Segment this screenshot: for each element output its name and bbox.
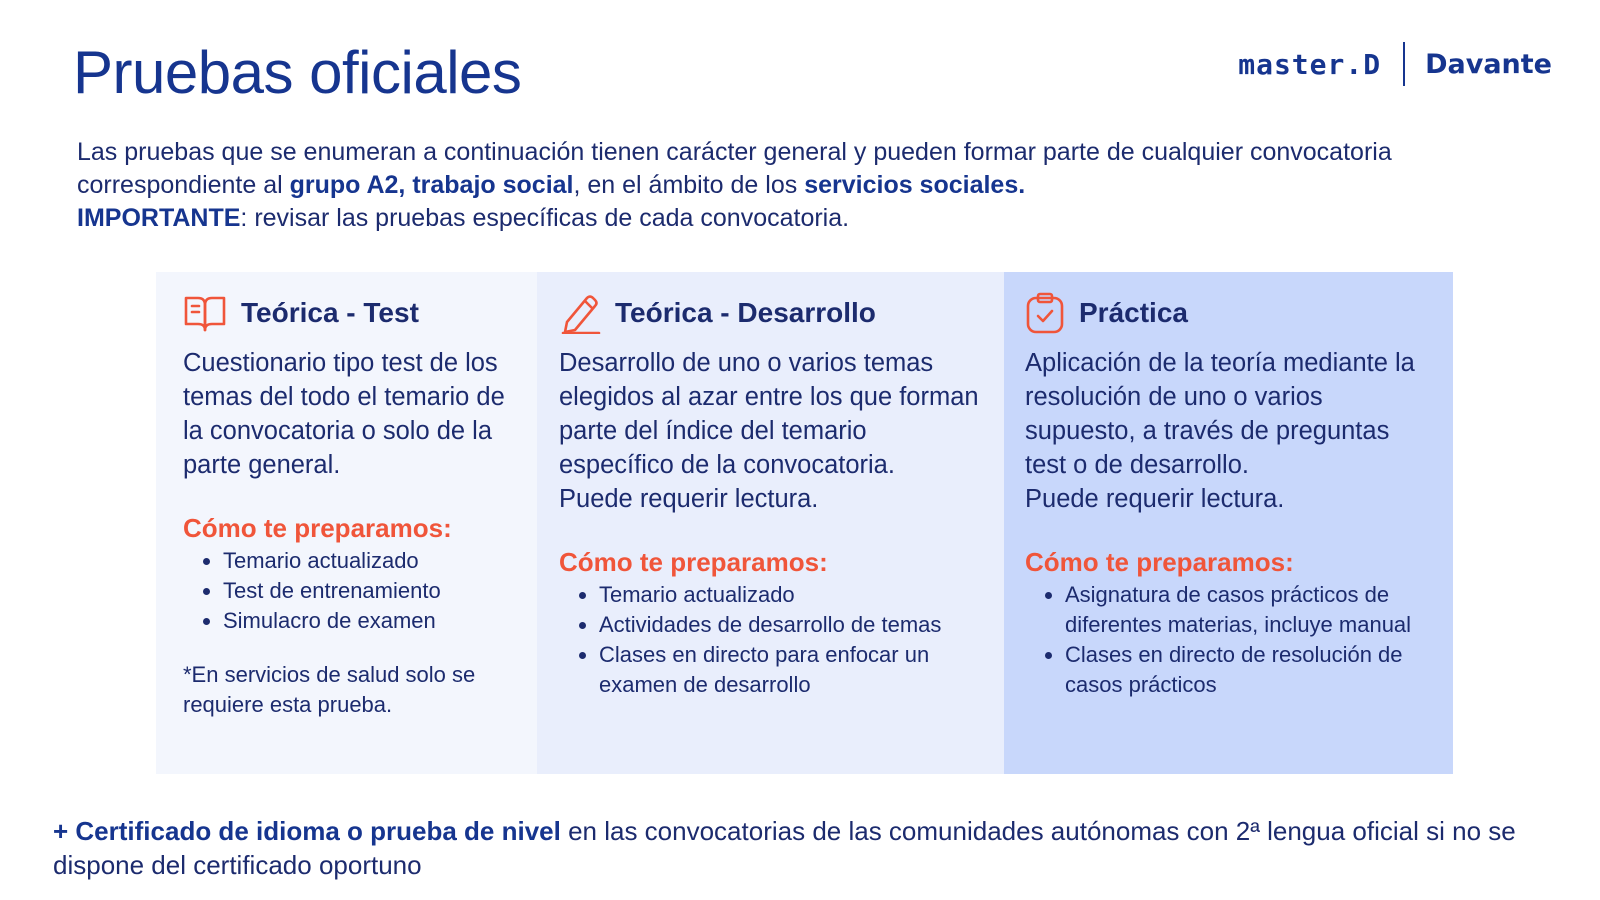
panel-note: *En servicios de salud solo se requiere esta prueba. xyxy=(183,662,476,717)
list-item: • Simulacro de examen xyxy=(223,606,515,636)
footer-note xyxy=(53,814,1553,882)
prep-heading: Cómo te preparamos: xyxy=(183,513,452,543)
pencil-icon xyxy=(559,292,601,334)
panel-teorica-desarrollo xyxy=(537,272,1004,774)
panel-header xyxy=(559,290,982,336)
panel-description: Aplicación de la teoría mediante la resolución de uno o varios supuesto, a través de preguntas test o de desarrollo. xyxy=(1025,349,1415,479)
intro-important: IMPORTANTE: revisar las pruebas específicas de cada convocatoria. xyxy=(77,204,850,232)
prep-list xyxy=(183,546,515,636)
panel-description: Desarrollo de uno o varios temas elegidos al azar entre los que forman parte del índice del temario específico de la convocatoria. xyxy=(559,349,979,479)
panel-practica xyxy=(1004,272,1453,774)
davante-logo: Davante xyxy=(1425,48,1552,80)
intro-text xyxy=(77,136,1557,235)
panel-teorica-test xyxy=(156,272,537,774)
page-title: Pruebas oficiales xyxy=(73,39,522,106)
panel-title: Práctica xyxy=(1079,297,1188,328)
list-item: • Asignatura de casos prácticos de diferentes materias, incluye manual xyxy=(1065,580,1431,640)
master-d-logo: master.D xyxy=(1238,47,1382,81)
intro-bold-services: servicios sociales. xyxy=(804,171,1026,199)
footer-text: en las convocatorias de las comunidades autónomas con 2ª lengua oficial si no se dispone del certificado oportuno xyxy=(53,816,1516,880)
logos xyxy=(1238,42,1552,86)
panel-header xyxy=(183,290,515,336)
logo-divider xyxy=(1403,42,1405,86)
prep-list xyxy=(1025,580,1431,700)
footer-bold: + Certificado de idioma o prueba de nivel xyxy=(53,816,561,846)
panel-description-note: Puede requerir lectura. xyxy=(559,485,819,513)
prep-heading: Cómo te preparamos: xyxy=(559,547,828,577)
list-item: • Test de entrenamiento xyxy=(223,576,515,606)
panel-description-note: Puede requerir lectura. xyxy=(1025,485,1285,513)
intro-bold-group: grupo A2, trabajo social xyxy=(289,171,574,199)
list-item: • Temario actualizado xyxy=(599,580,982,610)
intro-line-2: correspondiente al grupo A2, trabajo social, en el ámbito de los servicios sociales. xyxy=(77,171,1026,199)
panel-title: Teórica - Desarrollo xyxy=(615,297,876,328)
list-item: • Actividades de desarrollo de temas xyxy=(599,610,982,640)
important-label: IMPORTANTE xyxy=(77,204,241,232)
open-book-icon xyxy=(183,293,227,333)
list-item: • Clases en directo para enfocar un examen de desarrollo xyxy=(599,640,982,700)
panel-description: Cuestionario tipo test de los temas del todo el temario de la convocatoria o solo de la parte general. xyxy=(183,349,505,479)
intro-line-1: Las pruebas que se enumeran a continuación tienen carácter general y pueden formar parte de cualquier convocatoria xyxy=(77,138,1392,166)
list-item: • Temario actualizado xyxy=(223,546,515,576)
clipboard-check-icon xyxy=(1025,292,1065,334)
prep-heading: Cómo te preparamos: xyxy=(1025,547,1294,577)
panel-title: Teórica - Test xyxy=(241,297,419,328)
list-item: • Clases en directo de resolución de casos prácticos xyxy=(1065,640,1431,700)
panel-header xyxy=(1025,290,1431,336)
prep-list xyxy=(559,580,982,700)
